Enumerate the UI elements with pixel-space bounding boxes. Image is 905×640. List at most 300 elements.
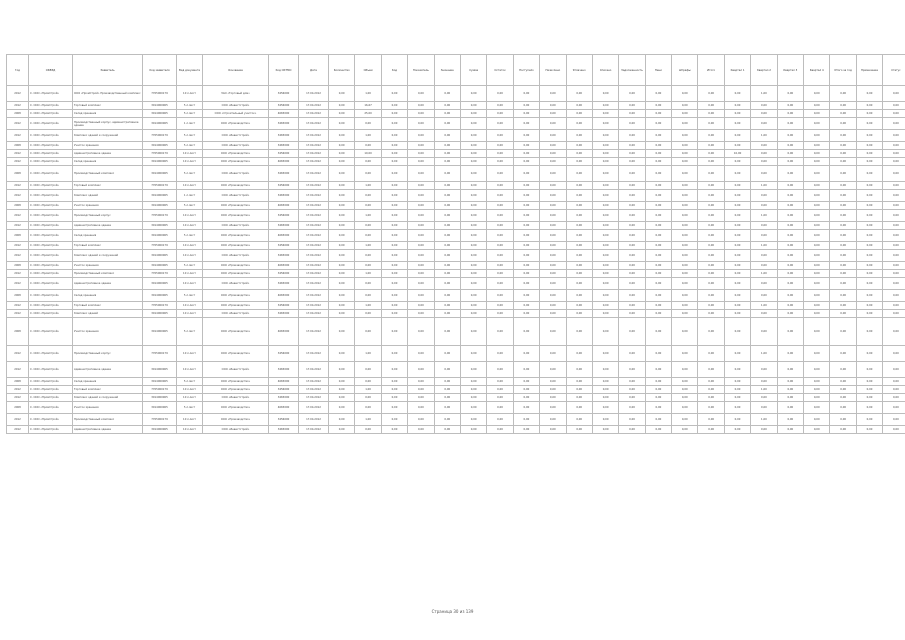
table-cell: 2012 xyxy=(7,150,29,158)
table-cell: 0,00 xyxy=(487,250,513,262)
table-cell: 10 л.лист xyxy=(177,302,203,310)
table-cell: 0,00 xyxy=(883,362,905,378)
table-cell: 0,00 xyxy=(434,310,460,318)
table-cell: 0,00 xyxy=(460,182,486,190)
column-header: Объем xyxy=(355,55,381,86)
table-cell: 0,00 xyxy=(830,402,856,414)
table-cell: 0,00 xyxy=(460,142,486,150)
table-cell: 0,00 xyxy=(513,318,539,346)
table-cell: 0,00 xyxy=(724,362,750,378)
table-cell: 0,00 xyxy=(672,278,698,290)
table-cell: 0,00 xyxy=(434,86,460,102)
table-row xyxy=(7,202,905,210)
table-cell: 0,00 xyxy=(329,150,355,158)
table-cell: 0,00 xyxy=(830,142,856,150)
table-cell: 0,00 xyxy=(540,318,566,346)
table-cell: 0,00 xyxy=(883,182,905,190)
table-cell: 0,00 xyxy=(487,142,513,150)
table-cell: 0,00 xyxy=(408,166,434,182)
table-cell: 0,00 xyxy=(883,318,905,346)
table-cell: 0,00 xyxy=(513,378,539,386)
table-cell: С. ООО «ПромСтрой» xyxy=(29,130,73,142)
column-header: Квартал 2 xyxy=(751,55,777,86)
table-cell: 0,00 xyxy=(487,158,513,166)
table-cell: 0,00 xyxy=(698,230,724,242)
table-cell: 0,00 xyxy=(355,190,381,202)
table-cell: 0,00 xyxy=(513,142,539,150)
table-cell: 0,00 xyxy=(830,150,856,158)
table-cell: 0,00 xyxy=(355,262,381,270)
table-row xyxy=(7,290,905,302)
table-cell: 0,00 xyxy=(751,118,777,130)
document-sheet xyxy=(6,54,899,434)
table-cell: 5 л.лист xyxy=(177,142,203,150)
table-cell: 0,00 xyxy=(513,310,539,318)
table-cell: Административное здание xyxy=(73,222,143,230)
column-header: Показатель xyxy=(408,55,434,86)
table-cell: 0,00 xyxy=(698,426,724,434)
table-cell: 0,00 xyxy=(698,270,724,278)
table-cell: 0,00 xyxy=(487,290,513,302)
table-cell: 1,00 xyxy=(751,270,777,278)
table-cell: ООО «Инвестстрой» xyxy=(203,166,269,182)
table-cell: 0,00 xyxy=(777,110,803,118)
table-cell: ООО «Производство» xyxy=(203,202,269,210)
table-cell: 0,00 xyxy=(592,118,618,130)
table-cell: 0,00 xyxy=(592,190,618,202)
table-cell: 0,00 xyxy=(540,426,566,434)
table-cell: 10,00 xyxy=(355,150,381,158)
table-cell: 0,00 xyxy=(619,86,645,102)
table-cell: 2008 xyxy=(7,290,29,302)
table-cell: ООО «Производство» xyxy=(203,242,269,250)
table-cell: 17.04.2012 xyxy=(299,190,329,202)
table-cell: С. ООО «ПромСтрой» xyxy=(29,242,73,250)
table-cell: 0,00 xyxy=(355,362,381,378)
column-header: Поступило xyxy=(513,55,539,86)
table-cell: 0,00 xyxy=(645,302,671,310)
table-cell: 0,00 xyxy=(777,394,803,402)
table-cell: 0,00 xyxy=(540,378,566,386)
table-cell: 0,00 xyxy=(460,222,486,230)
table-cell: 3014000065 xyxy=(143,250,177,262)
table-cell: 0,00 xyxy=(804,86,830,102)
table-cell: 0,00 xyxy=(724,414,750,426)
table-cell: 3465000 xyxy=(269,310,299,318)
table-cell: 0,00 xyxy=(698,302,724,310)
table-cell: С. ООО «ПромСтрой» xyxy=(29,166,73,182)
table-cell: 0,00 xyxy=(566,222,592,230)
table-cell: 0,00 xyxy=(698,210,724,222)
table-cell: 0,00 xyxy=(619,402,645,414)
table-cell: 0,00 xyxy=(883,222,905,230)
table-cell: 0,00 xyxy=(513,262,539,270)
table-cell: 0,00 xyxy=(487,166,513,182)
table-cell: 0,00 xyxy=(434,378,460,386)
table-cell: 10 л.лист xyxy=(177,250,203,262)
table-cell: 3014000065 xyxy=(143,110,177,118)
table-cell: 0,00 xyxy=(592,310,618,318)
table-cell: 0,00 xyxy=(724,270,750,278)
table-cell: 0,00 xyxy=(883,230,905,242)
table-row xyxy=(7,278,905,290)
table-cell: 0,00 xyxy=(883,158,905,166)
table-cell: 0,00 xyxy=(487,210,513,222)
table-cell: 0,00 xyxy=(777,290,803,302)
table-cell: 0,00 xyxy=(566,426,592,434)
table-cell: ООО «Инвестстрой» xyxy=(203,222,269,230)
table-cell: 0,00 xyxy=(724,394,750,402)
table-cell: 10 л.лист xyxy=(177,242,203,250)
table-cell: 0,00 xyxy=(381,102,407,110)
table-cell: 0,00 xyxy=(830,158,856,166)
table-cell: 0,00 xyxy=(513,242,539,250)
table-cell: 0,00 xyxy=(329,118,355,130)
table-cell: 0,00 xyxy=(883,142,905,150)
table-cell: 0,00 xyxy=(777,262,803,270)
table-cell: 0,00 xyxy=(381,362,407,378)
table-cell: 0,00 xyxy=(540,202,566,210)
table-cell: 0,00 xyxy=(592,302,618,310)
table-cell: 0,00 xyxy=(513,182,539,190)
table-cell: 0,00 xyxy=(513,230,539,242)
table-cell: ООО «Производство» xyxy=(203,118,269,130)
table-cell: 0,00 xyxy=(830,290,856,302)
table-cell: 0,00 xyxy=(566,290,592,302)
table-cell: 0,00 xyxy=(698,362,724,378)
table-cell: 3456000 xyxy=(269,242,299,250)
table-cell: 0,00 xyxy=(804,222,830,230)
table-cell: 0,00 xyxy=(408,302,434,310)
table-cell: 0,00 xyxy=(434,118,460,130)
table-cell: 0,00 xyxy=(540,158,566,166)
table-cell: 0,00 xyxy=(672,378,698,386)
table-cell: 4665000 xyxy=(269,378,299,386)
table-cell: 0,00 xyxy=(698,414,724,426)
table-cell: 0,00 xyxy=(830,414,856,426)
table-cell: 0,00 xyxy=(592,202,618,210)
table-cell: 3456000 xyxy=(269,86,299,102)
table-cell: 0,00 xyxy=(566,310,592,318)
table-cell: 0,00 xyxy=(381,190,407,202)
table-cell: 0,00 xyxy=(408,182,434,190)
table-row xyxy=(7,182,905,190)
column-header: Код заявителя xyxy=(143,55,177,86)
table-cell: 0,00 xyxy=(460,190,486,202)
table-cell: 0,00 xyxy=(751,202,777,210)
table-cell: 0,00 xyxy=(619,318,645,346)
table-cell: 0,00 xyxy=(698,142,724,150)
table-cell: 0,00 xyxy=(566,182,592,190)
table-cell: 0,00 xyxy=(381,346,407,362)
table-cell: 17.04.2012 xyxy=(299,230,329,242)
table-cell: 0,00 xyxy=(856,242,882,250)
table-cell: 0,00 xyxy=(566,250,592,262)
table-row xyxy=(7,102,905,110)
table-cell: 1,00 xyxy=(751,242,777,250)
table-cell: 0,00 xyxy=(883,202,905,210)
table-cell: 0,00 xyxy=(751,158,777,166)
table-cell: 17.04.2012 xyxy=(299,386,329,394)
table-cell: 10 л.лист xyxy=(177,270,203,278)
table-cell: С. ООО «ПромСтрой» xyxy=(29,414,73,426)
table-cell: 0,00 xyxy=(777,202,803,210)
table-cell: 0,00 xyxy=(434,394,460,402)
table-cell: Производственный корпус xyxy=(73,346,143,362)
table-cell: 17.04.2012 xyxy=(299,130,329,142)
table-cell: 0,00 xyxy=(830,130,856,142)
table-row xyxy=(7,378,905,386)
table-cell: 0,00 xyxy=(830,426,856,434)
table-cell: 0,00 xyxy=(566,362,592,378)
table-cell: 0,00 xyxy=(381,270,407,278)
table-cell: 0,00 xyxy=(645,262,671,270)
column-header: Начислено xyxy=(540,55,566,86)
table-cell: 0,00 xyxy=(830,210,856,222)
table-cell: 0,00 xyxy=(856,202,882,210)
table-row xyxy=(7,318,905,346)
table-cell: 3465000 xyxy=(269,118,299,130)
table-cell: 0,00 xyxy=(804,150,830,158)
table-cell: Административное здание xyxy=(73,150,143,158)
table-cell: 0,00 xyxy=(619,378,645,386)
table-cell: 0,00 xyxy=(777,210,803,222)
table-cell: 0,00 xyxy=(460,290,486,302)
table-cell: 0,00 xyxy=(460,110,486,118)
table-cell: 0,00 xyxy=(619,362,645,378)
table-cell: 0,00 xyxy=(487,402,513,414)
table-cell: 0,00 xyxy=(408,318,434,346)
table-cell: 0,00 xyxy=(724,318,750,346)
table-cell: 17.04.2012 xyxy=(299,202,329,210)
table-cell: 0,00 xyxy=(830,362,856,378)
table-cell: 0,00 xyxy=(434,202,460,210)
table-cell: 0,00 xyxy=(329,130,355,142)
table-cell: С. ООО «ПромСтрой» xyxy=(29,302,73,310)
table-cell: 0,00 xyxy=(460,302,486,310)
table-cell: 0,00 xyxy=(751,278,777,290)
table-cell: 0,00 xyxy=(408,426,434,434)
table-row xyxy=(7,426,905,434)
table-cell: 0,00 xyxy=(434,210,460,222)
table-cell: 10 л.лист xyxy=(177,182,203,190)
table-cell: 0,00 xyxy=(777,242,803,250)
table-cell: 0,00 xyxy=(329,222,355,230)
table-cell: 0,00 xyxy=(329,262,355,270)
table-cell: 7705000179 xyxy=(143,242,177,250)
table-cell: 3014000065 xyxy=(143,166,177,182)
table-cell: 0,00 xyxy=(804,166,830,182)
table-cell: 0,00 xyxy=(883,250,905,262)
table-cell: 0,00 xyxy=(672,346,698,362)
table-cell: 10 л.лист xyxy=(177,426,203,434)
table-cell: 0,00 xyxy=(460,414,486,426)
table-cell: 0,00 xyxy=(804,310,830,318)
table-cell: Комплекс зданий и сооружений xyxy=(73,250,143,262)
table-cell: 10 л.лист xyxy=(177,210,203,222)
table-cell: 0,00 xyxy=(830,318,856,346)
column-header: Год xyxy=(7,55,29,86)
table-cell: 0,00 xyxy=(329,182,355,190)
table-cell: 0,00 xyxy=(513,290,539,302)
table-cell: 0,00 xyxy=(672,270,698,278)
table-cell: 0,00 xyxy=(698,158,724,166)
table-cell: 0,00 xyxy=(329,414,355,426)
table-cell: 0,00 xyxy=(329,386,355,394)
table-cell: 0,00 xyxy=(724,190,750,202)
table-cell: 0,00 xyxy=(355,158,381,166)
table-cell: 0,00 xyxy=(566,118,592,130)
table-cell: 0,00 xyxy=(751,142,777,150)
column-header: Пени xyxy=(645,55,671,86)
table-cell: 0,00 xyxy=(856,118,882,130)
table-cell: 0,00 xyxy=(381,402,407,414)
table-cell: 10 л.лист xyxy=(177,386,203,394)
table-cell: 0,00 xyxy=(329,278,355,290)
table-cell: 3014000065 xyxy=(143,190,177,202)
table-cell: 5 л.лист xyxy=(177,202,203,210)
table-cell: 0,00 xyxy=(830,386,856,394)
table-cell: 0,00 xyxy=(329,142,355,150)
table-cell: Производственный комплекс xyxy=(73,270,143,278)
table-cell: 0,00 xyxy=(355,378,381,386)
table-cell: 17.04.2012 xyxy=(299,362,329,378)
table-cell: 0,00 xyxy=(804,426,830,434)
table-cell: 0,00 xyxy=(434,414,460,426)
table-cell: 3014000065 xyxy=(143,230,177,242)
table-cell: 0,00 xyxy=(329,210,355,222)
table-cell: 0,00 xyxy=(566,402,592,414)
table-cell: 0,00 xyxy=(724,386,750,394)
table-cell: 0,00 xyxy=(619,130,645,142)
table-cell: 0,00 xyxy=(883,402,905,414)
table-cell: 0,00 xyxy=(329,426,355,434)
table-cell: 0,00 xyxy=(381,394,407,402)
table-cell: 0,00 xyxy=(698,130,724,142)
table-cell: 3456000 xyxy=(269,182,299,190)
table-cell: ООО «Производство» xyxy=(203,182,269,190)
column-header: Примечание xyxy=(856,55,882,86)
table-row xyxy=(7,118,905,130)
table-cell: 0,00 xyxy=(777,86,803,102)
column-header: Квартал 4 xyxy=(804,55,830,86)
column-header: Сумма xyxy=(460,55,486,86)
table-cell: 0,00 xyxy=(856,130,882,142)
table-cell: ООО «Производство» xyxy=(203,230,269,242)
table-cell: 3465000 xyxy=(269,250,299,262)
table-cell: 0,00 xyxy=(645,166,671,182)
table-cell: 0,00 xyxy=(698,242,724,250)
table-cell: 0,00 xyxy=(513,102,539,110)
table-cell: С. ООО «ПромСтрой» xyxy=(29,262,73,270)
table-cell: 0,00 xyxy=(856,278,882,290)
table-cell: Комплекс зданий xyxy=(73,190,143,202)
table-cell: 0,00 xyxy=(645,414,671,426)
table-cell: С. ООО «ПромСтрой» xyxy=(29,86,73,102)
table-cell: 0,00 xyxy=(856,302,882,310)
table-cell: ООО «Инвестстрой» xyxy=(203,310,269,318)
table-cell: 0,00 xyxy=(619,290,645,302)
table-cell: 3456000 xyxy=(269,150,299,158)
table-cell: 0,00 xyxy=(777,130,803,142)
table-cell: 0,00 xyxy=(724,118,750,130)
table-cell: 5 л.лист xyxy=(177,130,203,142)
table-cell: 0,00 xyxy=(540,362,566,378)
table-cell: 0,00 xyxy=(592,346,618,362)
table-cell: 0,00 xyxy=(487,262,513,270)
table-cell: 0,00 xyxy=(592,394,618,402)
table-cell: 0,00 xyxy=(645,142,671,150)
table-cell: 0,00 xyxy=(566,346,592,362)
table-cell: 0,00 xyxy=(777,250,803,262)
table-cell: Склад хранения xyxy=(73,230,143,242)
table-cell: Участок хранения xyxy=(73,318,143,346)
table-cell: 0,00 xyxy=(487,310,513,318)
table-cell: 0,00 xyxy=(777,150,803,158)
table-cell: 0,00 xyxy=(856,86,882,102)
table-cell: С. ООО «ПромСтрой» xyxy=(29,378,73,386)
table-cell: 0,00 xyxy=(672,190,698,202)
table-cell: 0,00 xyxy=(645,378,671,386)
table-cell: С. ООО «ПромСтрой» xyxy=(29,362,73,378)
table-cell: 17.04.2012 xyxy=(299,310,329,318)
table-cell: 0,00 xyxy=(408,362,434,378)
table-cell: 0,00 xyxy=(777,426,803,434)
table-cell: 0,00 xyxy=(645,202,671,210)
table-cell: 0,00 xyxy=(856,182,882,190)
table-cell: 0,00 xyxy=(830,262,856,270)
table-cell: 2008 xyxy=(7,378,29,386)
table-cell: 0,00 xyxy=(434,190,460,202)
table-cell: 0,00 xyxy=(804,230,830,242)
table-cell: 0,00 xyxy=(856,402,882,414)
table-row xyxy=(7,346,905,362)
table-cell: 0,00 xyxy=(487,190,513,202)
table-row xyxy=(7,386,905,394)
table-cell: 0,00 xyxy=(856,378,882,386)
table-cell: 0,00 xyxy=(856,250,882,262)
table-cell: 0,00 xyxy=(381,378,407,386)
table-cell: 0,00 xyxy=(566,278,592,290)
table-cell: 3014000065 xyxy=(143,394,177,402)
table-cell: 1,00 xyxy=(355,386,381,394)
table-cell: 0,00 xyxy=(619,222,645,230)
table-cell: 0,00 xyxy=(460,210,486,222)
table-cell: 0,00 xyxy=(513,394,539,402)
table-cell: 0,00 xyxy=(883,190,905,202)
table-cell: 0,00 xyxy=(672,402,698,414)
table-cell: 0,00 xyxy=(355,426,381,434)
table-cell: 7705000179 xyxy=(143,386,177,394)
table-cell: 0,00 xyxy=(381,202,407,210)
table-cell: Участок хранения xyxy=(73,262,143,270)
table-cell: 16,67 xyxy=(355,102,381,110)
table-cell: 0,00 xyxy=(883,394,905,402)
column-header: Итого xyxy=(698,55,724,86)
column-header: Код xyxy=(381,55,407,86)
table-cell: 0,00 xyxy=(329,302,355,310)
table-cell: 2008 xyxy=(7,318,29,346)
table-cell: 0,00 xyxy=(329,102,355,110)
table-cell: 0,00 xyxy=(777,142,803,150)
table-cell: 0,00 xyxy=(883,270,905,278)
table-cell: 5 л.лист xyxy=(177,402,203,414)
table-cell: 0,00 xyxy=(724,402,750,414)
table-cell: 0,00 xyxy=(751,402,777,414)
table-cell: 0,00 xyxy=(883,166,905,182)
table-cell: 17.04.2012 xyxy=(299,426,329,434)
table-cell: 0,00 xyxy=(883,210,905,222)
